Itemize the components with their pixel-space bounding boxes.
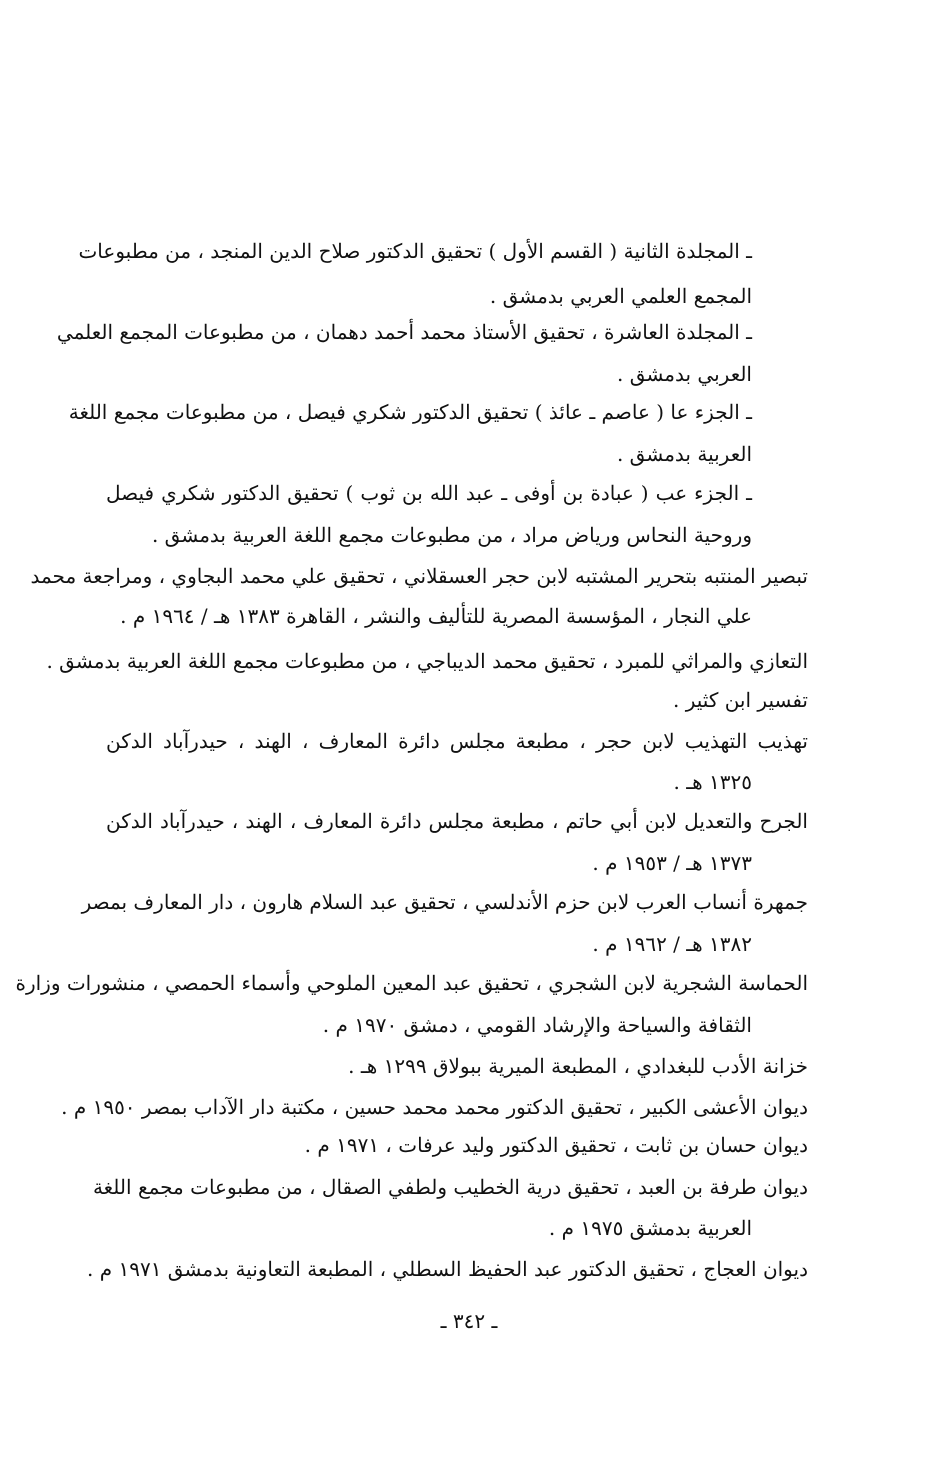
text-line: التعازي والمراثي للمبرد ، تحقيق محمد الديباجي ، من مطبوعات مجمع اللغة العربية بدمشق . [46, 649, 808, 673]
text-line: العربي بدمشق . [617, 362, 752, 386]
text-line: ديوان العجاج ، تحقيق الدكتور عبد الحفيظ السطلي ، المطبعة التعاونية بدمشق ١٩٧١ م . [87, 1257, 808, 1281]
text-line: الحماسة الشجرية لابن الشجري ، تحقيق عبد المعين الملوحي وأسماء الحمصي ، منشورات وزارة [15, 971, 808, 995]
text-line: العربية بدمشق . [616, 442, 752, 466]
text-line: الثقافة والسياحة والإرشاد القومي ، دمشق ١٩٧٠ م . [322, 1013, 752, 1037]
text-line: ـ الجزء عا ( عاصم ـ عائذ ) تحقيق الدكتور شكري فيصل ، من مطبوعات مجمع اللغة [68, 400, 752, 424]
text-line: تهذيب التهذيب لابن حجر ، مطبعة مجلس دائرة المعارف ، الهند ، حيدرآباد الدكن [106, 729, 808, 753]
text-line: تفسير ابن كثير . [673, 688, 808, 712]
text-line: ديوان طرفة بن العبد ، تحقيق درية الخطيب ولطفي الصقال ، من مطبوعات مجمع اللغة [92, 1175, 808, 1199]
text-line: ديوان حسان بن ثابت ، تحقيق الدكتور وليد عرفات ، ١٩٧١ م . [304, 1133, 808, 1157]
text-line: ١٣٧٣ هـ / ١٩٥٣ م . [592, 851, 752, 875]
text-line: خزانة الأدب للبغدادي ، المطبعة الميرية ببولاق ١٢٩٩ هـ . [348, 1054, 808, 1078]
text-line: جمهرة أنساب العرب لابن حزم الأندلسي ، تحقيق عبد السلام هارون ، دار المعارف بمصر [81, 890, 808, 914]
text-line: ١٣٨٢ هـ / ١٩٦٢ م . [592, 932, 752, 956]
text-line: ديوان الأعشى الكبير ، تحقيق الدكتور محمد محمد حسين ، مكتبة دار الآداب بمصر ١٩٥٠ م . [61, 1095, 808, 1119]
text-line: ١٣٢٥ هـ . [673, 770, 752, 794]
text-line: ـ الجزء عب ( عبادة بن أوفى ـ عبد الله بن ثوب ) تحقيق الدكتور شكري فيصل [106, 481, 752, 505]
text-line: الجرح والتعديل لابن أبي حاتم ، مطبعة مجلس دائرة المعارف ، الهند ، حيدرآباد الدكن [106, 809, 808, 833]
page-number: ـ ٣٤٢ ـ [440, 1309, 498, 1333]
text-line: ـ المجلدة الثانية ( القسم الأول ) تحقيق الدكتور صلاح الدين المنجد ، من مطبوعات [78, 239, 752, 263]
text-line: وروحية النحاس ورياض مراد ، من مطبوعات مجمع اللغة العربية بدمشق . [151, 523, 752, 547]
text-line: المجمع العلمي العربي بدمشق . [489, 284, 752, 308]
text-line: علي النجار ، المؤسسة المصرية للتأليف والنشر ، القاهرة ١٣٨٣ هـ / ١٩٦٤ م . [120, 604, 752, 628]
text-line: تبصير المنتبه بتحرير المشتبه لابن حجر العسقلاني ، تحقيق علي محمد البجاوي ، ومراجعة محمد [30, 564, 808, 588]
text-line: العربية بدمشق ١٩٧٥ م . [548, 1216, 752, 1240]
text-line: ـ المجلدة العاشرة ، تحقيق الأستاذ محمد أحمد دهمان ، من مطبوعات المجمع العلمي [56, 320, 752, 344]
